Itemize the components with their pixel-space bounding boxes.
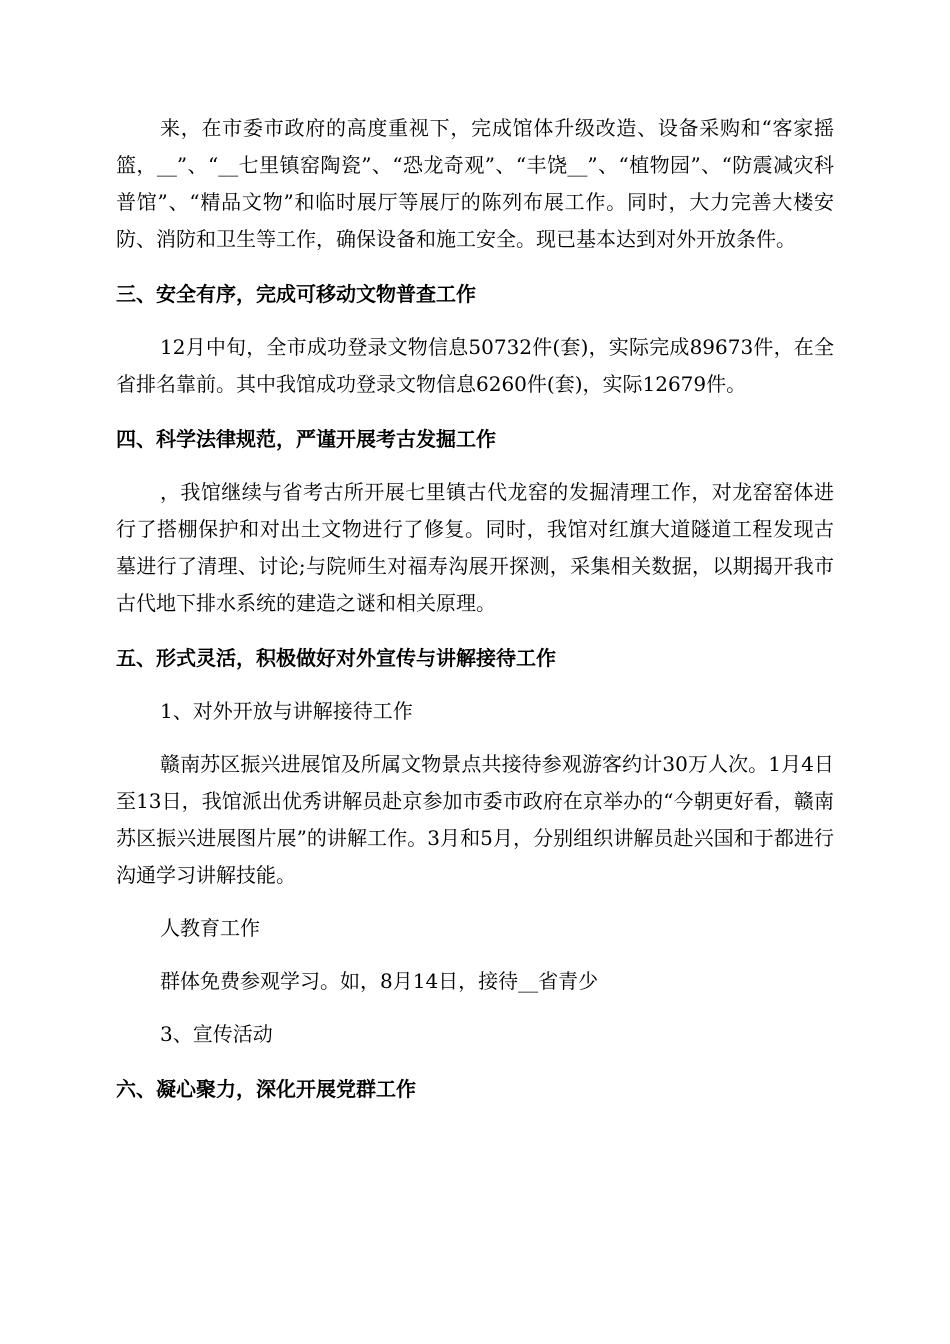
paragraph-excavation: ，我馆继续与省考古所开展七里镇古代龙窑的发掘清理工作，对龙窑窑体进行了搭棚保护和对出土文物进行了修复。同时，我馆对红旗大道隧道工程发现古墓进行了清理、讨论;与院师生对福寿沟展开探测，采集相关数据，以期揭开我市古代地下排水系统的建造之谜和相关原理。 xyxy=(116,480,834,615)
heading-section-4: 四、科学法律规范，严谨开展考古发掘工作 xyxy=(116,427,496,451)
paragraph-relic-census: 12月中旬，全市成功登录文物信息50732件(套)，实际完成89673件，在全省排名靠前。其中我馆成功登录文物信息6260件(套)，实际12679件。 xyxy=(116,335,834,396)
subheading-education: 人教育工作 xyxy=(160,916,260,940)
heading-section-3: 三、安全有序，完成可移动文物普查工作 xyxy=(116,282,476,306)
paragraph-reception: 赣南苏区振兴进展馆及所属文物景点共接待参观游客约计30万人次。1月4日至13日，我馆派出优秀讲解员赴京参加市委市政府在京举办的“今朝更好看，赣南苏区振兴进展图片展”的讲解工作。3月和5月，分别组织讲解员赴兴国和于都进行沟通学习讲解技能。 xyxy=(116,752,834,887)
heading-section-5: 五、形式灵活，积极做好对外宣传与讲解接待工作 xyxy=(116,646,556,670)
heading-section-6: 六、凝心聚力，深化开展党群工作 xyxy=(116,1077,416,1101)
subheading-reception: 1、对外开放与讲解接待工作 xyxy=(160,699,413,723)
subheading-publicity: 3、宣传活动 xyxy=(160,1022,273,1046)
paragraph-exhibition-upgrade: 来，在市委市政府的高度重视下，完成馆体升级改造、设备采购和“客家摇篮，__”、“__七里镇窑陶瓷”、“恐龙奇观”、“丰饶__”、“植物园”、“防震减灾科普馆”、“精品文物”和临时展厅等展厅的陈列布展工作。同时，大力完善大楼安防、消防和卫生等工作，确保设备和施工安全。现已基本达到对外开放条件。 xyxy=(116,116,834,251)
document-body xyxy=(116,110,834,1108)
paragraph-education: 群体免费参观学习。如，8月14日，接待__省青少 xyxy=(160,969,599,993)
